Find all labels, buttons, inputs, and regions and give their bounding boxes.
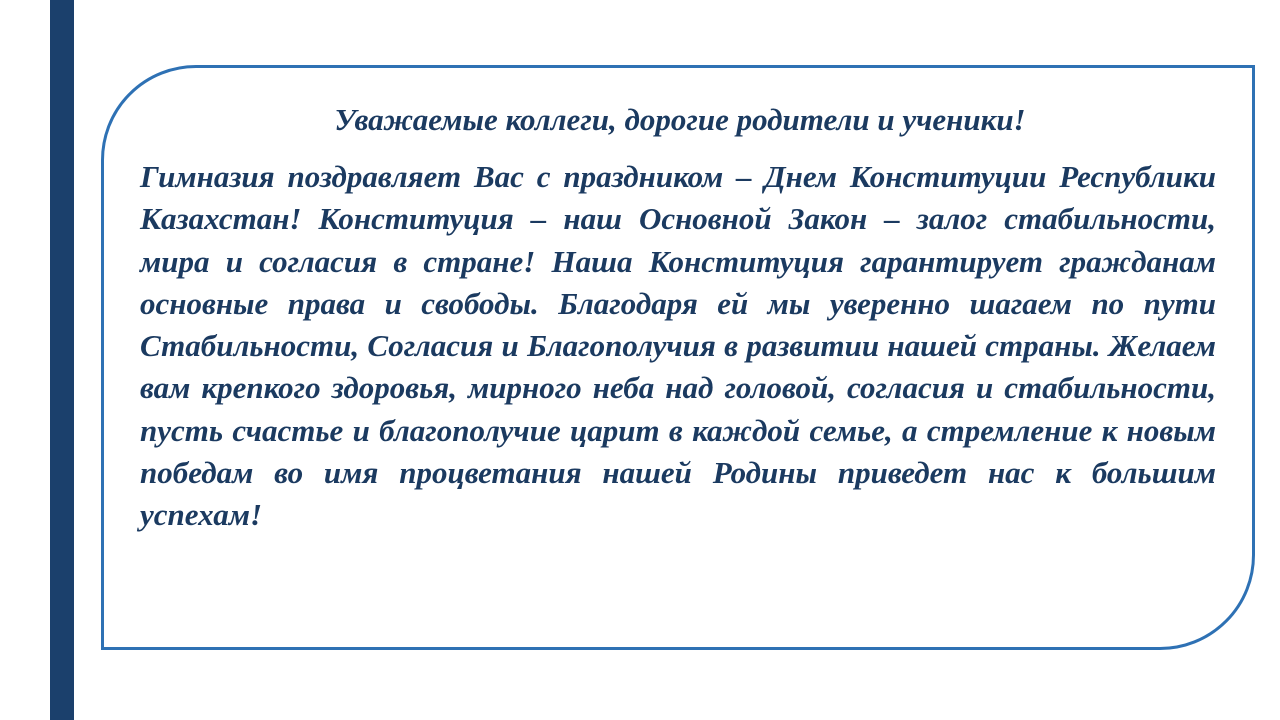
greeting-body-text: Гимназия поздравляет Вас с праздником – Днем Конституции Республики Казахстан! Конституция – наш Основной Закон – залог стабильности, мира и согласия в стране! Наша Конституция гарантирует гражданам основные права и свободы. Благодаря ей мы уверенно шагаем по пути Стабильности, Согласия и Благополучия в развитии нашей страны. Желаем вам крепкого здоровья, мирного неба над головой, согласия и стабильности, пусть счастье и благополучие царит в каждой семье, а стремление к новым победам во имя процветания нашей Родины приведет нас к большим успехам! bbox=[140, 159, 1216, 533]
greeting-heading: Уважаемые коллеги, дорогие родители и ученики! bbox=[334, 102, 1026, 137]
